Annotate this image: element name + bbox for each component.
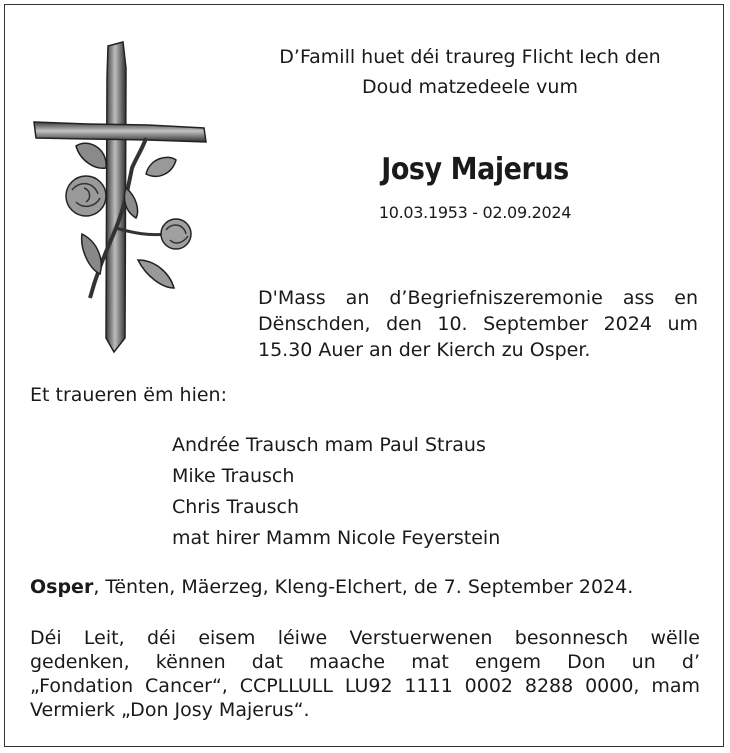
mourners-list	[172, 430, 500, 554]
ceremony-line: D'Mass an d’Begriefniszeremonie ass en	[258, 287, 698, 309]
deceased-name: Josy Majerus	[381, 152, 569, 187]
donation-line: „Fondation Cancer“, CCPLLULL LU92 1111 0002 8288 0000, mam	[30, 675, 700, 697]
donation-line: Vermierk „Don Josy Majerus“.	[30, 699, 310, 721]
cross-with-roses-icon	[28, 38, 213, 358]
ceremony-text	[258, 285, 698, 363]
ceremony-line: Dënschden, den 10. September 2024 um	[258, 313, 698, 335]
donation-line: gedenken, kënnen dat maache mat engem Don un d’	[30, 651, 700, 673]
place-town: Osper	[30, 576, 94, 598]
intro-text	[250, 42, 690, 102]
mourner-name: Mike Trausch	[172, 465, 295, 487]
mourner-name: mat hirer Mamm Nicole Feyerstein	[172, 527, 501, 549]
intro-line: Doud matzedeele vum	[362, 76, 578, 98]
mourner-name: Andrée Trausch mam Paul Straus	[172, 434, 486, 456]
ceremony-line: 15.30 Auer an der Kierch zu Osper.	[258, 339, 591, 361]
donation-line: Déi Leit, déi eisem léiwe Verstuerwenen besonnesch wëlle	[30, 627, 700, 649]
mourners-heading: Et traueren ëm hien:	[30, 384, 227, 406]
life-dates: 10.03.1953 - 02.09.2024	[378, 203, 572, 222]
donation-text	[30, 626, 700, 722]
place-rest: , Tënten, Mäerzeg, Kleng-Elchert, de 7. September 2024.	[93, 576, 634, 598]
place-and-date	[30, 576, 633, 598]
mourner-name: Chris Trausch	[172, 496, 300, 518]
intro-line: D’Famill huet déi traureg Flicht Iech den	[279, 46, 661, 68]
